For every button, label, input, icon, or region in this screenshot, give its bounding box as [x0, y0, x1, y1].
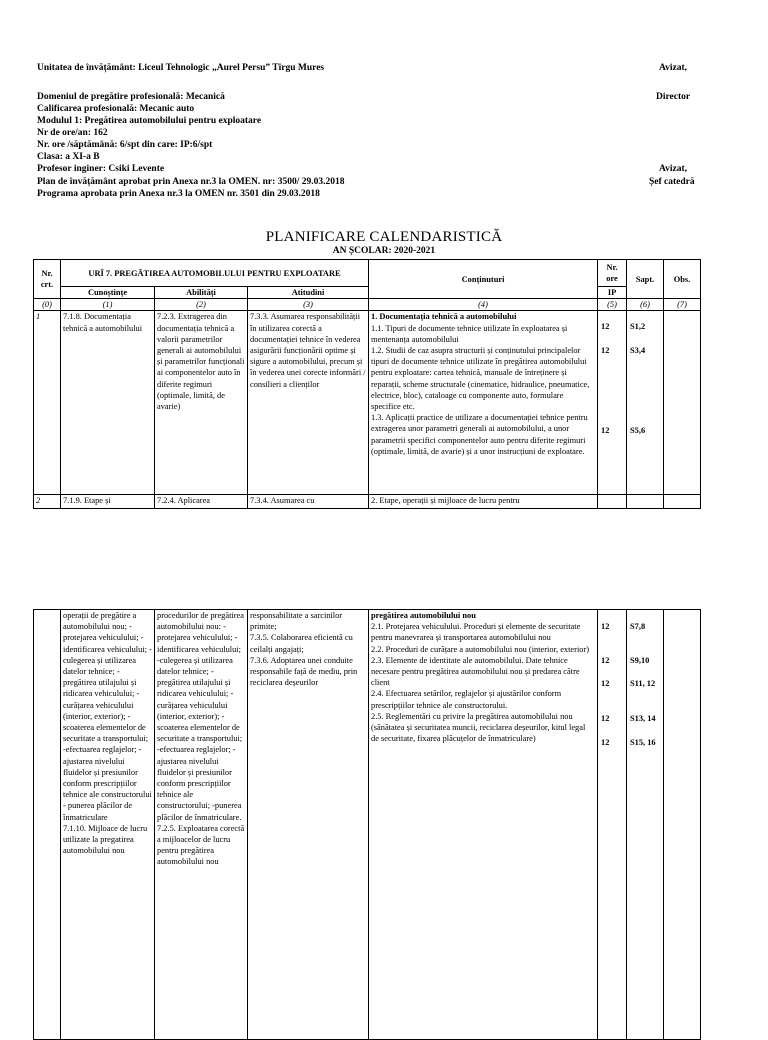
header-obs: Obs.	[664, 260, 701, 299]
row1-content-1-2: 1.2. Studii de caz asupra structurii și conținutului principalelor tipuri de documente tehnice utilizate în pregătirea automobilului pentru exploatare: cartea tehnică, manuale de întreținere și reparații, scheme structurale (cinematice, hidraulice, pneumatice, electrice, bloc), cataloage cu componente auto, formulare specifice etc.	[371, 346, 590, 412]
planning-table	[33, 259, 701, 509]
header-atitudini: Atitudini	[248, 287, 369, 299]
row1-sapt-1: S1,2	[630, 322, 646, 332]
row1-sapt-3: S5,6	[630, 426, 646, 436]
cont-sapt-2: S9,10	[630, 656, 650, 665]
cont-content-2-3: 2.3. Elemente de identitate ale automobilului. Date tehnice necesare pentru pregătirea automobilului nou și predarea către client	[371, 655, 580, 688]
cont-cunostinte-text: operații de pregătire a automobilului nou; -protejarea vehiculului; -identificarea vehiculului; -culegerea și utilizarea datelor tehnice; -pregătirea utilajului și ridicarea vehiculului; -curățarea vehiculului (interior, exterior); -scoaterea elementelor de securitate a transportului; -efectuarea reglajelor; -ajustarea nivelului fluidelor și presiunilor conform prescripțiilor tehnice ale constructorului - punerea plăcilor de înmatriculare	[63, 611, 152, 822]
index-5: (5)	[598, 299, 627, 311]
header-cunostinte: Cunoștințe	[61, 287, 155, 299]
cont-atitudini-3: 7.3.6. Adoptarea unei conduite responsabile față de mediu, prin reciclarea deșeurilor	[250, 655, 358, 688]
index-7: (7)	[664, 299, 701, 311]
row1-obs	[664, 311, 701, 495]
row1-content-title: 1. Documentația tehnică a automobilului	[371, 312, 517, 322]
header-nr-ore: Nr. ore	[598, 260, 627, 287]
header-hours-week: Nr. ore /săptămână: 6/spt din care: IP:6/spt	[37, 140, 213, 150]
header-hours-year: Nr de ore/an: 162	[37, 128, 108, 138]
index-1: (1)	[61, 299, 155, 311]
index-2: (2)	[155, 299, 248, 311]
avizat-sef-label: Avizat,	[659, 164, 688, 174]
cont-content-2-2: 2.2. Proceduri de curățare a automobilului nou (interior, exterior)	[371, 644, 590, 654]
row1-ore-2: 12	[601, 346, 610, 356]
row2-nr: 2	[34, 495, 61, 509]
row2-cunostinte: 7.1.9. Etape și	[61, 495, 155, 509]
cont-sapt-3: S11, 12	[630, 679, 656, 688]
cont-atitudini	[248, 610, 369, 1040]
header-programa: Programa aprobata prin Anexa nr.3 la OMEN nr. 3501 din 29.03.2018	[37, 189, 320, 199]
row1-ore-1: 12	[601, 322, 610, 332]
header-abilitati: Abilități	[155, 287, 248, 299]
cont-content-2-1: 2.1. Protejarea vehiculului. Proceduri și elemente de securitate pentru manevrarea și transportarea automobilului nou	[371, 622, 581, 643]
row2-obs	[664, 495, 701, 509]
row1-cunostinte: 7.1.8. Documentația tehnică a automobilului	[61, 311, 155, 495]
cont-cunostinte	[61, 610, 155, 1040]
header-domain: Domeniul de pregătire profesională: Mecanică	[37, 92, 225, 102]
cont-cunostinte-7-1-10: 7.1.10. Mijloace de lucru utilizate la pregatirea automobilului nou	[63, 823, 148, 856]
page-title: PLANIFICARE CALENDARISTICĂ	[265, 229, 503, 245]
row1-abilitati: 7.2.3. Extragerea din documentația tehnică a valorii parametrilor generali ai automobilului și parametrilor funcționali ai componentelor auto în diferite regimuri (optimale, limită, de avarie)	[155, 311, 248, 495]
cont-ore-2: 12	[601, 656, 610, 665]
header-plan: Plan de învățământ aprobat prin Anexa nr.3 la OMEN. nr: 3500/ 29.03.2018	[37, 177, 345, 187]
row2-ore	[598, 495, 627, 509]
cont-continuturi	[369, 610, 598, 1040]
header-school: Unitatea de învățământ: Liceul Tehnologic „Aurel Persu” Tîrgu Mures	[37, 63, 325, 73]
row1-ore-3: 12	[601, 426, 610, 436]
header-ip: IP	[598, 287, 627, 299]
header-teacher: Profesor inginer: Csiki Levente	[37, 164, 165, 174]
row1-continuturi	[369, 311, 598, 495]
index-3: (3)	[248, 299, 369, 311]
cont-sapt-5: S15, 16	[630, 738, 656, 747]
row1-sapt	[627, 311, 664, 495]
row2-sapt	[627, 495, 664, 509]
cont-abilitati-text: procedurilor de pregătirea automobilului nou: -protejarea vehiculului; -identificarea vehiculului; -culegerea și utilizarea datelor tehnice; -pregătirea utilajului și ridicarea vehiculului; -curățarea vehiculului (interior, exterior); -scoaterea elementelor de securitate a transportului; -efectuarea reglajelor; -ajustarea nivelului fluidelor și presiunilor conform prescripțiilor tehnice ale constructorului; -punerea plăcilor de înmatriculare.	[157, 611, 244, 822]
row1-nr: 1	[34, 311, 61, 495]
header-sapt: Sapt.	[627, 260, 664, 299]
cont-sapt-4: S13, 14	[630, 714, 656, 723]
cont-ore-5: 12	[601, 738, 610, 747]
cont-abilitati-7-2-5: 7.2.5. Exploatarea corectă a mijloacelor de lucru pentru pregătirea automobilului nou	[157, 823, 245, 867]
row2-continuturi-title: 2. Etape, operații și mijloace de lucru pentru	[369, 495, 598, 509]
cont-abilitati	[155, 610, 248, 1040]
header-module: Modulul 1: Pregătirea automobilului pentru exploatare	[37, 116, 262, 126]
cont-ore	[598, 610, 627, 1040]
cont-obs	[664, 610, 701, 1040]
row2-abilitati: 7.2.4. Aplicarea	[155, 495, 248, 509]
row1-sapt-2: S3,4	[630, 346, 646, 356]
row1-ore	[598, 311, 627, 495]
index-0: (0)	[34, 299, 61, 311]
row1-atitudini: 7.3.3. Asumarea responsabilității în utilizarea corectă a documentației tehnice în vederea asigurării funcționării optime și sigure a automobilului, precum și în vederea unei corecte informări / consilieri a clienților	[248, 311, 369, 495]
cont-sapt-1: S7,8	[630, 622, 646, 631]
sef-catedra-label: Șef catedră	[649, 177, 695, 187]
director-label: Director	[656, 92, 691, 102]
cont-content-2-4: 2.4. Efectuarea setărilor, reglajelor și ajustărilor conform prescripțiilor tehnice ale constructorului.	[371, 689, 562, 710]
header-nr-crt: Nr. crt.	[34, 260, 61, 299]
cont-ore-3: 12	[601, 679, 610, 688]
cont-content-title: pregătirea automobilului nou	[371, 611, 476, 620]
cont-nr	[34, 610, 61, 1040]
school-year: AN ȘCOLAR: 2020-2021	[332, 246, 436, 256]
row2-atitudini: 7.3.4. Asumarea cu	[248, 495, 369, 509]
header-class: Clasa: a XI-a B	[37, 152, 100, 162]
cont-atitudini-1: responsabilitate a sarcinilor primite;	[250, 611, 343, 632]
cont-sapt	[627, 610, 664, 1040]
cont-atitudini-2: 7.3.5. Colaborarea eficientă cu ceilalți angajați;	[250, 633, 353, 654]
header-continuturi: Conținuturi	[369, 260, 598, 299]
planning-table-continued	[33, 609, 701, 1040]
cont-ore-1: 12	[601, 622, 610, 631]
cont-content-2-5: 2.5. Reglementări cu privire la pregătirea automobilului nou (sănătatea și securitatea muncii, reciclarea deșeurilor, kitul legal de securitate, fixarea plăcuțelor de înmatriculare)	[371, 711, 586, 744]
header-qualification: Calificarea profesională: Mecanic auto	[37, 104, 195, 114]
header-uri: URÎ 7. PREGĂTIREA AUTOMOBILULUI PENTRU EXPLOATARE	[61, 260, 369, 287]
cont-ore-4: 12	[601, 714, 610, 723]
index-4: (4)	[369, 299, 598, 311]
index-6: (6)	[627, 299, 664, 311]
row1-content-1-3: 1.3. Aplicații practice de utilizare a documentației tehnice pentru extragerea unor parametri generali ai automobilului, a unor parametrii specifici componentelor auto pentru diferite regimuri (optimale, limită, de avarie) și a unor instrucțiuni de exploatare.	[371, 413, 588, 456]
row1-content-1-1: 1.1. Tipuri de documente tehnice utilizate în exploatarea și mentenanța automobilului	[371, 323, 568, 344]
avizat-director-label: Avizat,	[659, 63, 688, 73]
